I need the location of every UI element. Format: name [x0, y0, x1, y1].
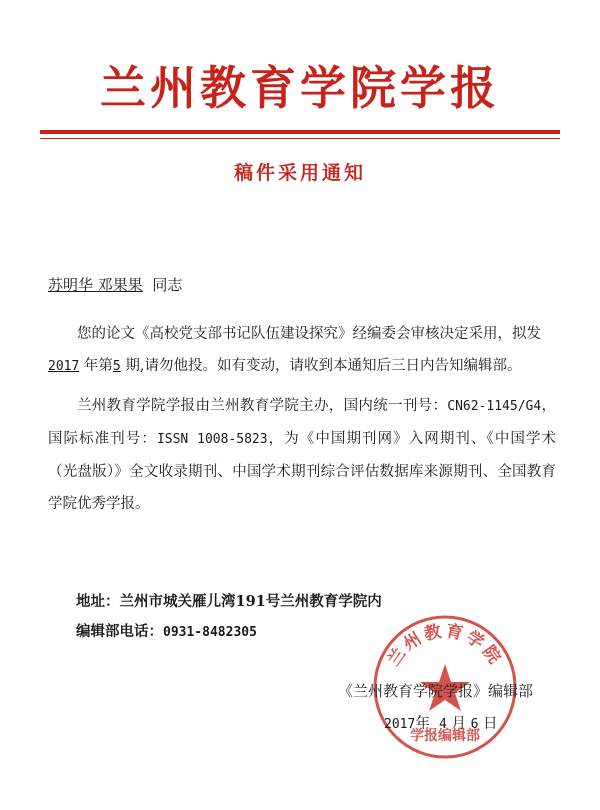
- signature-org: 《兰州教育学院学报》编辑部: [338, 682, 534, 700]
- seal-bottom-text: 学报编辑部: [410, 728, 480, 744]
- author-names: 苏明华 邓果果: [48, 276, 143, 294]
- header-rule-thin: [40, 138, 560, 139]
- date-unit: 日: [483, 716, 498, 732]
- greeting-suffix: 同志: [152, 276, 183, 294]
- signature-date: [384, 712, 498, 733]
- journal-title: 兰州教育学院学报: [100, 61, 500, 115]
- issue-number: 5: [112, 359, 121, 374]
- issn-number: ISSN 1008-5823: [156, 432, 268, 447]
- paragraph-text: ，国际标准刊号：: [48, 398, 556, 447]
- header-rule-thick: [40, 130, 560, 134]
- paragraph-text: 期,请勿他投。如有变动，请收到本通知后三日内告知编辑部。: [125, 358, 522, 374]
- notice-title: 稿件采用通知: [233, 162, 366, 184]
- address-value: 兰州市城关雁儿湾191号兰州教育学院内: [119, 593, 382, 610]
- journal-info-paragraph: [48, 390, 556, 520]
- paragraph-text: ，为《中国期刊网》入网期刊、《中国学术（光盘版）》全文收录期刊、中国学术期刊综合评估数据库来源期刊、全国教育学院优秀学报。: [48, 431, 557, 512]
- seal-arc-text: 兰州教育学院: [384, 621, 506, 670]
- paragraph-text: 您的论文: [77, 326, 135, 342]
- phone-value: 0931-8482305: [163, 625, 257, 640]
- paragraph-text: 经编委会审核决定采用，拟发: [352, 326, 541, 342]
- phone-line: [76, 620, 257, 641]
- greeting: [48, 274, 182, 295]
- date-unit: 年: [415, 716, 430, 732]
- acceptance-paragraph: [48, 318, 556, 383]
- date-day: 6: [470, 717, 479, 732]
- date-year: 2017: [384, 717, 416, 732]
- phone-label: 编辑部电话：: [76, 623, 163, 640]
- address-line: [76, 590, 382, 611]
- paragraph-text: 兰州教育学院学报由兰州教育学院主办，国内统一刊号：: [77, 398, 448, 414]
- svg-text:兰州教育学院: [383, 620, 507, 670]
- paragraph-text: 年第: [83, 358, 113, 374]
- date-unit: 月: [451, 716, 466, 732]
- cn-number: CN62-1145/G4: [447, 399, 542, 414]
- publication-year: 2017: [48, 359, 80, 374]
- paper-title: 《高校党支部书记队伍建设探究》: [135, 326, 353, 342]
- date-month: 4: [439, 717, 447, 732]
- address-label: 地址：: [76, 593, 120, 610]
